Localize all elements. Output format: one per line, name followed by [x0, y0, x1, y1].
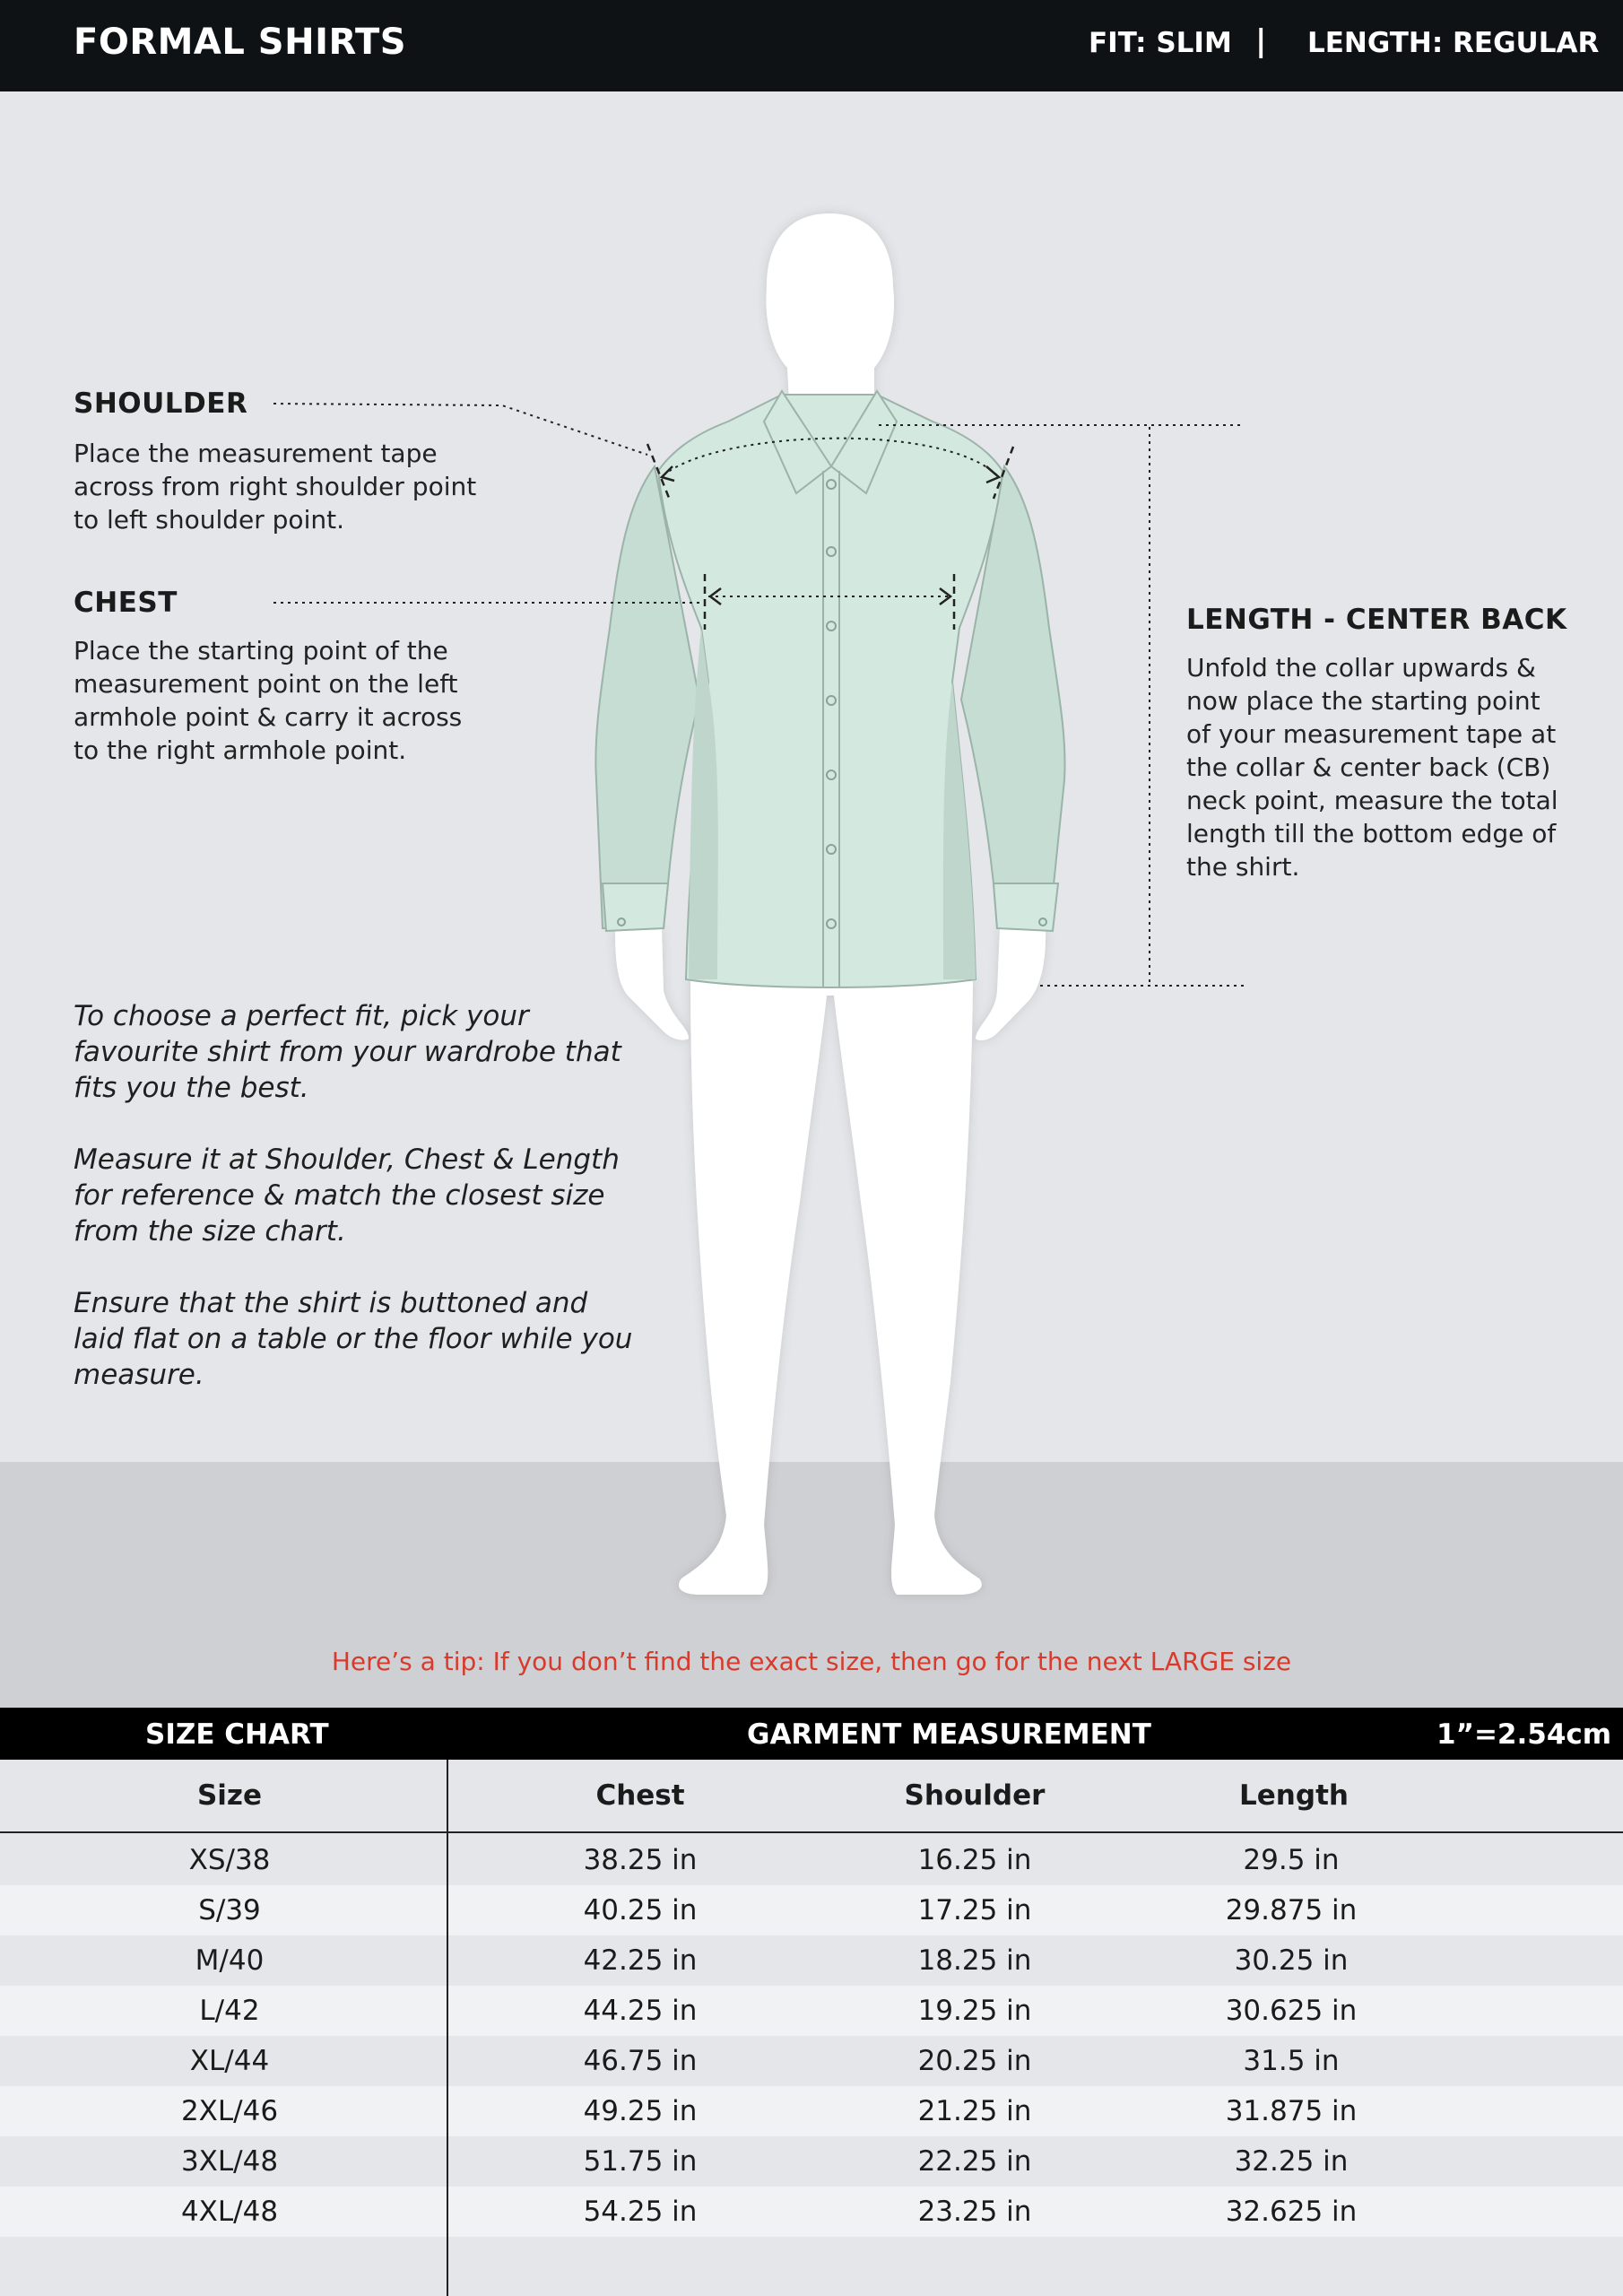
cell-size: L/42: [199, 1995, 260, 2027]
size-table-body: [0, 1835, 1623, 2296]
table-row: [0, 1835, 1623, 1885]
chest-line: Place the starting point of the: [74, 636, 448, 665]
fit-tip-spacer: [74, 1249, 632, 1285]
length-heading: LENGTH - CENTER BACK: [1186, 604, 1567, 636]
table-row: [0, 2036, 1623, 2086]
cell-shoulder: 23.25 in: [917, 2196, 1032, 2228]
cell-shoulder: 17.25 in: [917, 1894, 1032, 1926]
table-row: [0, 1986, 1623, 2036]
shoulder-line: Place the measurement tape: [74, 439, 438, 468]
cell-length: 29.875 in: [1225, 1894, 1358, 1926]
shoulder-line: across from right shoulder point: [74, 472, 477, 501]
cell-chest: 51.75 in: [583, 2145, 698, 2178]
length-description: [1186, 651, 1558, 883]
cell-length: 31.875 in: [1225, 2095, 1358, 2127]
cell-chest: 40.25 in: [583, 1894, 698, 1926]
cell-chest: 44.25 in: [583, 1995, 698, 2027]
cell-size: 4XL/48: [180, 2196, 279, 2228]
table-row: [0, 2187, 1623, 2237]
table-column-divider: [447, 1760, 448, 2296]
cell-chest: 42.25 in: [583, 1944, 698, 1977]
fit-tip-line: favourite shirt from your wardrobe that: [74, 1036, 621, 1068]
cell-length: 29.5 in: [1243, 1844, 1340, 1876]
length-label: LENGTH: REGULAR: [1307, 27, 1600, 59]
chest-description: [74, 634, 462, 767]
fit-tip-line: Measure it at Shoulder, Chest & Length: [74, 1144, 620, 1176]
length-line: neck point, measure the total: [1186, 786, 1558, 815]
cell-chest: 54.25 in: [583, 2196, 698, 2228]
length-line: Unfold the collar upwards &: [1186, 653, 1536, 683]
shoulder-heading: SHOULDER: [74, 387, 248, 420]
cell-shoulder: 18.25 in: [917, 1944, 1032, 1977]
cell-chest: 49.25 in: [583, 2095, 698, 2127]
column-header-chest: Chest: [595, 1779, 685, 1812]
fit-label: FIT: SLIM: [1089, 27, 1232, 59]
page-title: FORMAL SHIRTS: [74, 22, 407, 63]
cell-size: S/39: [198, 1894, 261, 1926]
column-header-length: Length: [1239, 1779, 1349, 1812]
cell-size: M/40: [195, 1944, 265, 1977]
table-row: [0, 1935, 1623, 1986]
table-footer-space: [0, 2237, 1623, 2296]
cell-size: XL/44: [189, 2045, 270, 2077]
cell-size: XS/38: [188, 1844, 271, 1876]
unit-conversion: 1”=2.54cm: [1436, 1718, 1612, 1751]
header-separator: |: [1255, 23, 1267, 59]
shoulder-line: to left shoulder point.: [74, 505, 344, 535]
table-header-row: [0, 1760, 1623, 1833]
fit-tip-line: laid flat on a table or the floor while you: [74, 1323, 633, 1355]
size-tip: Here’s a tip: If you don’t find the exact size, then go for the next LARGE size: [331, 1647, 1292, 1676]
length-line: of your measurement tape at: [1186, 719, 1557, 749]
column-header-size: Size: [196, 1779, 263, 1812]
cell-shoulder: 16.25 in: [917, 1844, 1032, 1876]
shoulder-description: [74, 437, 476, 536]
column-header-shoulder: Shoulder: [904, 1779, 1046, 1812]
cell-size: 3XL/48: [180, 2145, 279, 2178]
fit-tip-spacer: [74, 1106, 632, 1142]
chest-heading: CHEST: [74, 587, 178, 619]
cell-shoulder: 21.25 in: [917, 2095, 1032, 2127]
fit-tip-line: for reference & match the closest size: [74, 1179, 605, 1212]
fit-tip-line: To choose a perfect fit, pick your: [74, 1000, 529, 1032]
cell-shoulder: 22.25 in: [917, 2145, 1032, 2178]
garment-measurement-title: GARMENT MEASUREMENT: [747, 1718, 1151, 1751]
cell-length: 32.625 in: [1225, 2196, 1358, 2228]
length-line: the collar & center back (CB): [1186, 752, 1551, 782]
length-line: the shirt.: [1186, 852, 1300, 882]
cell-length: 31.5 in: [1243, 2045, 1340, 2077]
cell-shoulder: 20.25 in: [917, 2045, 1032, 2077]
fit-tip-line: measure.: [74, 1359, 204, 1391]
table-row: [0, 2136, 1623, 2187]
size-chart-title: SIZE CHART: [145, 1718, 329, 1751]
table-row: [0, 2086, 1623, 2136]
cell-length: 30.25 in: [1234, 1944, 1349, 1977]
cell-length: 30.625 in: [1225, 1995, 1358, 2027]
chest-line: armhole point & carry it across: [74, 702, 463, 732]
cell-length: 32.25 in: [1234, 2145, 1349, 2178]
size-chart-header: [0, 1708, 1623, 1760]
fit-tip-line: from the size chart.: [74, 1215, 346, 1248]
cell-size: 2XL/46: [180, 2095, 279, 2127]
table-row: [0, 1885, 1623, 1935]
chest-line: to the right armhole point.: [74, 735, 407, 765]
fit-tips: [74, 998, 632, 1393]
fit-tip-line: fits you the best.: [74, 1072, 309, 1104]
cell-chest: 38.25 in: [583, 1844, 698, 1876]
length-line: now place the starting point: [1186, 686, 1541, 716]
cell-shoulder: 19.25 in: [917, 1995, 1032, 2027]
fit-tip-line: Ensure that the shirt is buttoned and: [74, 1287, 588, 1319]
cell-chest: 46.75 in: [583, 2045, 698, 2077]
chest-line: measurement point on the left: [74, 669, 458, 699]
length-line: length till the bottom edge of: [1186, 819, 1557, 848]
